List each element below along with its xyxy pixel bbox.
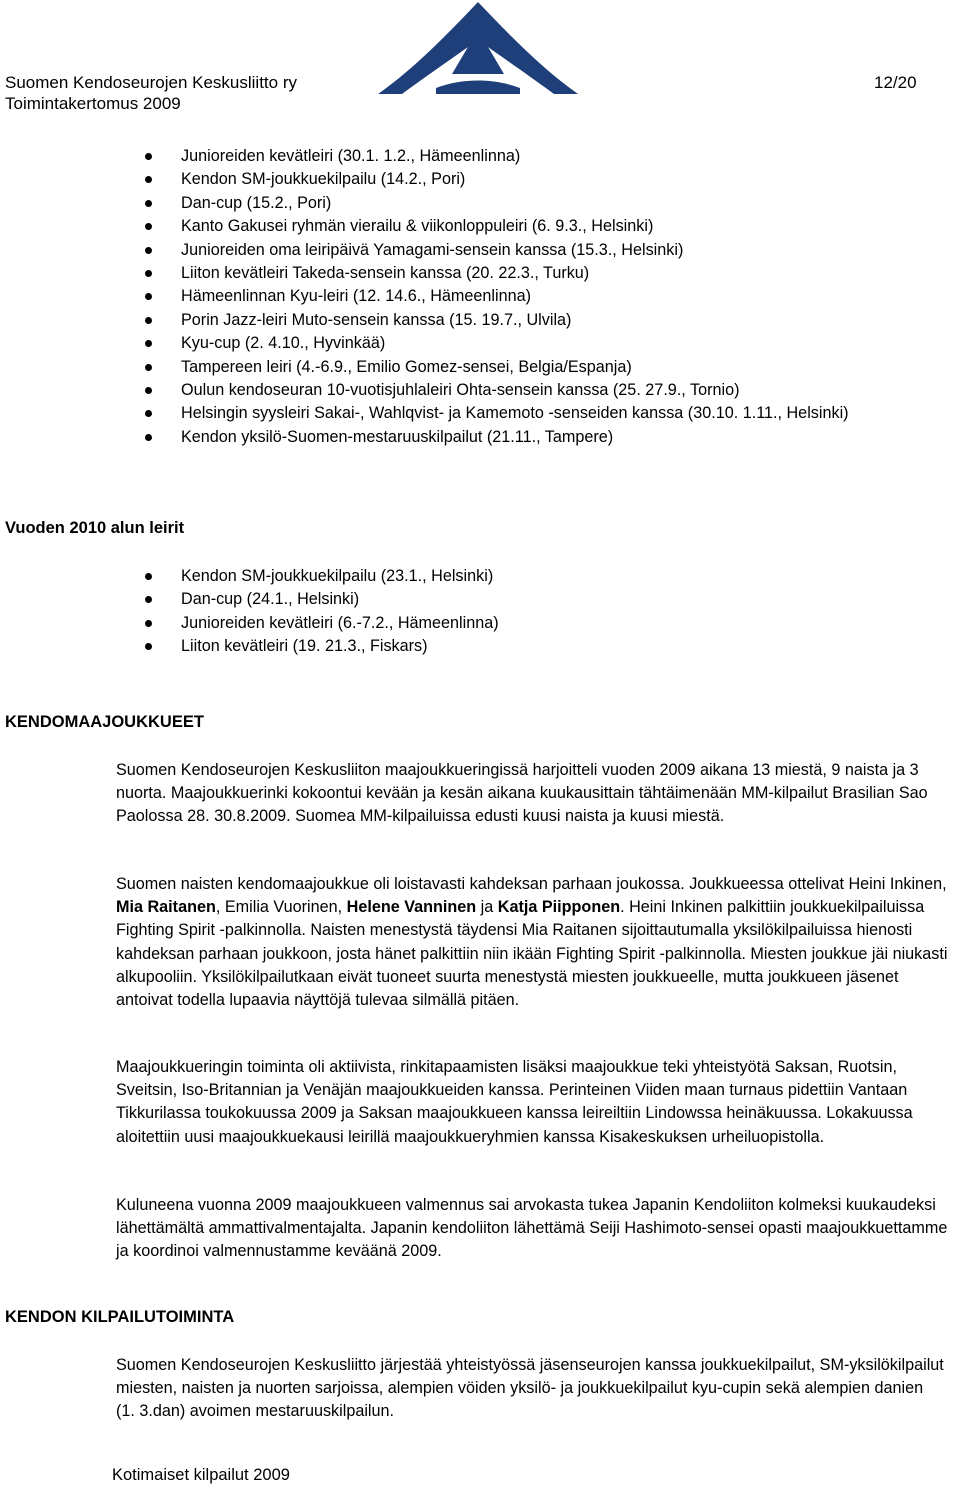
camps-2010-title: Vuoden 2010 alun leirit [5, 519, 185, 537]
list-item: Hämeenlinnan Kyu-leiri (12. 14.6., Hämeenlinna) [142, 285, 952, 308]
list-item: Dan-cup (15.2., Pori) [142, 192, 952, 215]
competition-heading: KENDON KILPAILUTOIMINTA [5, 1308, 235, 1326]
list-item: Kyu-cup (2. 4.10., Hyvinkää) [142, 332, 952, 355]
player-name: Katja Piipponen [497, 898, 621, 917]
list-item: Tampereen leiri (4.-6.9., Emilio Gomez-sensei, Belgia/Espanja) [142, 356, 952, 379]
list-item: Junioreiden kevätleiri (30.1. 1.2., Hämeenlinna) [142, 145, 952, 168]
national-team-heading: KENDOMAAJOUKKUEET [5, 713, 204, 731]
triangle-logo-icon [372, 0, 584, 96]
national-team-paragraph-4: Kuluneena vuonna 2009 maajoukkueen valmennus sai arvokasta tukea Japanin Kendoliiton kolmeksi kuukaudeksi lähettämältä ammattivalmentajalta. Japanin kendoliiton lähettämä Seiji Hashimoto-sensei opasti maajoukkuettamme ja koordinoi valmennustamme keväänä 2009. [116, 1196, 948, 1261]
list-item: Junioreiden kevätleiri (6.-7.2., Hämeenlinna) [142, 612, 952, 635]
report-title: Toimintakertomus 2009 [5, 94, 181, 113]
list-item: Kendon SM-joukkuekilpailu (14.2., Pori) [142, 168, 952, 191]
list-item: Oulun kendoseuran 10-vuotisjuhlaleiri Ohta-sensein kanssa (25. 27.9., Tornio) [142, 379, 952, 402]
list-item: Kendon yksilö-Suomen-mestaruuskilpailut (21.11., Tampere) [142, 426, 952, 449]
list-item: Dan-cup (24.1., Helsinki) [142, 588, 952, 611]
list-item: Porin Jazz-leiri Muto-sensein kanssa (15. 19.7., Ulvila) [142, 309, 952, 332]
player-name: Mia Raitanen [116, 898, 216, 917]
list-item: Liiton kevätleiri Takeda-sensein kanssa (20. 22.3., Turku) [142, 262, 952, 285]
list-item: Liiton kevätleiri (19. 21.3., Fiskars) [142, 635, 952, 658]
competition-paragraph-1: Suomen Kendoseurojen Keskusliitto järjestää yhteistyössä jäsenseurojen kanssa joukkuekilpailut, SM-yksilökilpailut miesten, naisten ja nuorten sarjoissa, alempien vöiden yksilö- ja joukkuekilpailut kyu-cupin sekä alempien danien (1. 3.dan) avoimen mestaruuskilpailun. [116, 1356, 944, 1421]
list-item: Kendon SM-joukkuekilpailu (23.1., Helsinki) [142, 565, 952, 588]
organization-name: Suomen Kendoseurojen Keskusliitto ry [5, 73, 297, 92]
national-team-paragraph-3: Maajoukkueringin toiminta oli aktiivista, rinkitapaamisten lisäksi maajoukkue teki yhteistyötä Saksan, Ruotsin, Sveitsin, Iso-Britannian ja Venäjän maajoukkueiden kanssa. Perinteinen Viiden maan turnaus pidettiin Vantaan Tikkurilassa toukokuussa 2009 ja Saksan maajoukkueen kanssa leireiltiin Lindowssa heinäkuussa. Lokakuussa aloitettiin uusi maajoukkuekausi leirillä maajoukkueryhmien kanssa Kisakeskuksen urheiluopistolla. [116, 1058, 913, 1146]
page-number: 12/20 [874, 73, 917, 92]
camps-2010-list [142, 565, 952, 659]
list-item: Junioreiden oma leiripäivä Yamagami-sensein kanssa (15.3., Helsinki) [142, 239, 952, 262]
national-team-paragraph-1: Suomen Kendoseurojen Keskusliiton maajoukkueringissä harjoitteli vuoden 2009 aikana 13 miestä, 9 naista ja 3 nuorta. Maajoukkuerinki kokoontui kevään ja kesän aikana kuukausittain tähtäimenään MM-kilpailut Brasilian Sao Paolossa 28. 30.8.2009. Suomea MM-kilpailuissa edusti kuusi naista ja kuusi miestä. [116, 761, 928, 826]
competition-subheading: Kotimaiset kilpailut 2009 [112, 1466, 290, 1484]
camps-2009-list [142, 145, 952, 449]
list-item: Kanto Gakusei ryhmän vierailu & viikonloppuleiri (6. 9.3., Helsinki) [142, 215, 952, 238]
player-name: Helene Vanninen [346, 898, 477, 917]
national-team-paragraph-2: Suomen naisten kendomaajoukkue oli loistavasti kahdeksan parhaan joukossa. Joukkueessa ottelivat Heini Inkinen, Mia Raitanen, Emilia Vuorinen, Helene Vanninen ja Katja Piipponen. Heini Inkinen palkittiin joukkuekilpailuissa Fighting Spirit -palkinnolla. Naisten menestystä täydensi Mia Raitanen sijoittautumalla yksilökilpailuissa hienosti kahdeksan parhaan joukkoon, josta hänet palkittiin niin ikään Fighting Spirit -palkinnolla. Miesten joukkue jäi niukasti alkupooliin. Yksilökilpailutkaan eivät tuoneet suurta menestystä miesten joukkueelle, mutta joukkueen jäsenet antoivat todella lupaavia näyttöjä tulevaa silmällä pitäen. [116, 875, 948, 1010]
list-item: Helsingin syysleiri Sakai-, Wahlqvist- ja Kamemoto -senseiden kanssa (30.10. 1.11., Helsinki) [142, 402, 952, 425]
